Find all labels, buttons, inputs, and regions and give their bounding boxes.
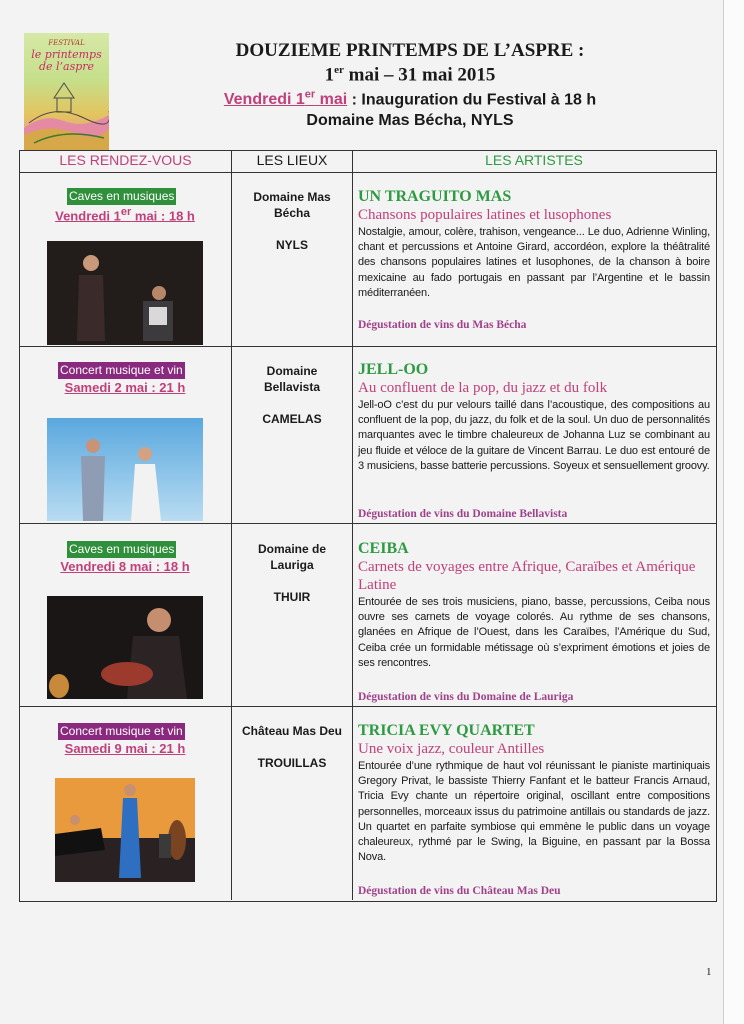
column-divider (352, 150, 353, 900)
event-ville: CAMELAS (262, 412, 322, 426)
event-badge: Concert musique et vin (60, 363, 183, 377)
event-date: Vendredi 8 mai : 18 h (60, 559, 190, 574)
artist-description: Entourée de ses trois musiciens, piano, basse, percussions, Ceiba nous ouvre ses carnets de voyage colorés. Au rythme de ses chansons, glanées en Afrique de l’Ouest, dans les Caraïbes, l’Amérique du Sud, Ceiba crée un formidable métissage où s’expriment émotions et joies de ses rencontres. (358, 596, 710, 669)
artist-subtitle: Chansons populaires latines et lusophones (358, 207, 612, 223)
event-badge: Caves en musiques (69, 189, 175, 203)
column-header-rdv: LES RENDEZ-VOUS (59, 152, 192, 168)
page-number: 1 (706, 966, 712, 978)
row-divider (19, 346, 716, 347)
row-divider (19, 523, 716, 524)
event-lieu: Château Mas Deu TROUILLAS (233, 723, 351, 771)
column-header-artistes: LES ARTISTES (485, 152, 583, 168)
page-title: DOUZIEME PRINTEMPS DE L’ASPRE : (235, 40, 585, 61)
event-photo (47, 418, 203, 521)
artist-name: UN TRAGUITO MAS (358, 188, 512, 205)
logo-line-1: le printemps (31, 48, 102, 61)
event-ville: THUIR (273, 590, 311, 604)
row-divider (19, 172, 716, 173)
artist-name: JELL-OO (358, 361, 429, 378)
column-header-lieux: LES LIEUX (256, 152, 328, 168)
logo-line-2: de l’aspre (38, 60, 95, 73)
artist-description: Entourée d’une rythmique de haut vol réunissant le pianiste martiniquais Gregory Privat, le bassiste Thierry Fanfant et le batteur Francis Arnaud, Tricia Evy chante un répertoire original, oscillant entre compositions personnelles, morceaux issus du patrimoine antillais ou standards de jazz. Un quartet en parfaite symbiose qui emmène le public dans un voyage chaleureux, rythmé par le Swing, la Biguine, en passant par la Bossa Nova. (358, 760, 710, 864)
event-ville: NYLS (275, 238, 308, 252)
degustation-note: Dégustation de vins du Château Mas Deu (358, 885, 561, 897)
column-divider (231, 150, 232, 900)
degustation-note: Dégustation de vins du Domaine de Lauriga (358, 691, 574, 703)
artist-subtitle: Une voix jazz, couleur Antilles (358, 741, 545, 757)
artist-name: CEIBA (358, 540, 409, 557)
artist-subtitle: Au confluent de la pop, du jazz et du folk (358, 380, 608, 396)
event-photo (55, 778, 195, 882)
inauguration-venue: Domaine Mas Bécha, NYLS (306, 112, 514, 129)
event-badge: Caves en musiques (69, 542, 175, 556)
event-date: Samedi 9 mai : 21 h (64, 741, 186, 756)
event-date: Samedi 2 mai : 21 h (64, 380, 186, 395)
event-artist-block (358, 722, 710, 865)
event-artist-block (358, 361, 710, 474)
degustation-note: Dégustation de vins du Mas Bécha (358, 319, 527, 331)
event-date: Vendredi 1er mai : 18 h (55, 206, 195, 224)
row-divider (19, 706, 716, 707)
artist-description: Jell-oO c’est du pur velours taillé dans l’acoustique, des compositions au confluent de la pop, du jazz, du folk et de la soul. Un duo de personnalités marquantes avec le timbre chaleureux de Johanna Luz se combinant au jeu fluide et véloce de la guitare de Vincent Barrau. Le duo est entouré de 3 musiciens, basse batterie percussions. Soyeux et sensuellement groovy. (358, 399, 710, 472)
degustation-note: Dégustation de vins du Domaine Bellavista (358, 508, 568, 520)
logo-landscape-icon (24, 73, 109, 150)
inauguration-day: Vendredi 1er mai (223, 89, 348, 109)
event-ville: TROUILLAS (257, 756, 327, 770)
page-edge (723, 0, 744, 1024)
artist-subtitle: Carnets de voyages entre Afrique, Caraïbes et Amérique Latine (358, 559, 696, 593)
event-photo (47, 241, 203, 345)
festival-dates: 1er mai – 31 mai 2015 (324, 64, 496, 86)
event-badge: Concert musique et vin (60, 724, 183, 738)
event-lieu: Domaine de Lauriga THUIR (233, 541, 351, 605)
event-lieu: Domaine Bellavista CAMELAS (233, 363, 351, 427)
event-artist-block (358, 188, 710, 301)
event-artist-block (358, 540, 710, 671)
logo-small-text: FESTIVAL (48, 39, 85, 47)
inauguration-line: Vendredi 1er mai : Inauguration du Festival à 18 h (223, 89, 597, 109)
artist-name: TRICIA EVY QUARTET (358, 722, 535, 739)
artist-description: Nostalgie, amour, colère, trahison, vengeance... Le duo, Adrienne Winling, chant et percussions et Antoine Girard, accordéon, explore la théâtralité des chansons populaires latines et lusophones, de la chanson à boire mexicaine au fado portugais en passant par l’Argentine et le bassin méditerranéen. (358, 226, 710, 299)
festival-logo (24, 33, 109, 150)
event-photo (47, 596, 203, 699)
event-lieu: Domaine Mas Bécha NYLS (233, 189, 351, 253)
